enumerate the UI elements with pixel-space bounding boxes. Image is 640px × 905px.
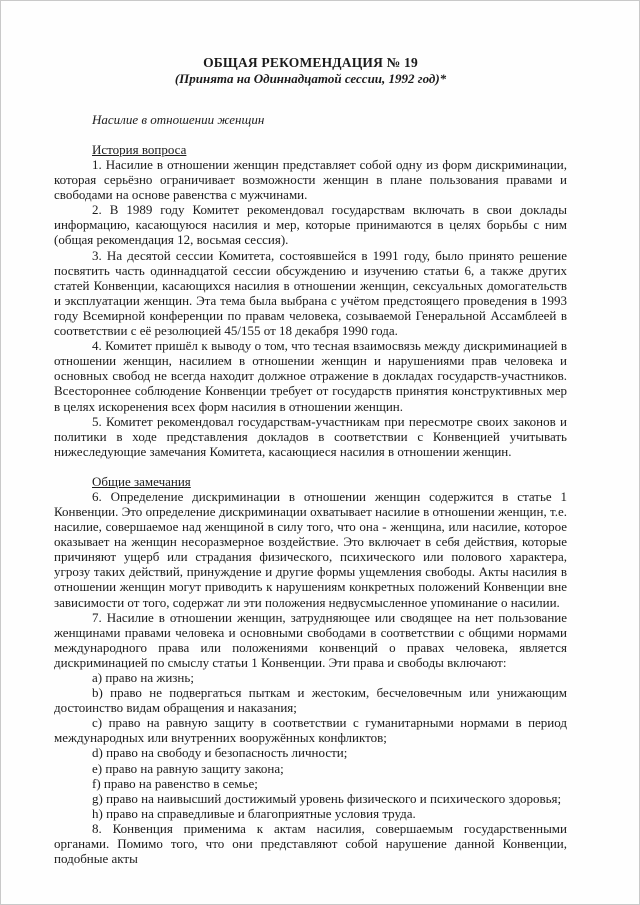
- list-item-c: c) право на равную защиту в соответствии с гуманитарными нормами в период международных или внутренних вооружённых конфликтов;: [54, 715, 567, 746]
- document-topic: Насилие в отношении женщин: [92, 112, 265, 127]
- section-general-comments: [54, 474, 567, 866]
- document-subtitle: (Принята на Одиннадцатой сессии, 1992 год)*: [174, 71, 447, 86]
- list-item-a: a) право на жизнь;: [92, 670, 194, 685]
- list-item-f: f) право на равенство в семье;: [92, 775, 258, 791]
- section-background: [54, 142, 567, 459]
- paragraph-6: 6. Определение дискриминации в отношении женщин содержится в статье 1 Конвенции. Это определение дискриминации охватывает насилие в отношении женщин, т.е. насилие, совершаемое над женщиной в силу того, что она - женщина, или насилие, которое оказывает на женщин несоразмерное воздействие. Это включает в себя действия, которые причиняют ущерб или страдания физического, психического или полового характера, угрозу таких действий, принуждение и другие формы ущемления свободы. Акты насилия в отношении женщин могут приводить к нарушениям конкретных положений Конвенции вне зависимости от того, содержат ли эти положения недвусмысленное упоминание о насилии.: [54, 488, 567, 610]
- list-item-d: d) право на свободу и безопасность личности;: [92, 745, 348, 761]
- document-title: ОБЩАЯ РЕКОМЕНДАЦИЯ № 19: [203, 55, 418, 70]
- list-item-g: g) право на наивысший достижимый уровень физического и психического здоровья;: [92, 790, 562, 806]
- paragraph-8: 8. Конвенция применима к актам насилия, совершаемым государственными органами. Помимо того, что они представляют собой нарушение данной Конвенции, подобные акты: [54, 820, 567, 867]
- section-heading-background: История вопроса: [92, 142, 187, 157]
- document-content: [1, 1, 639, 904]
- paragraph-5: 5. Комитет рекомендовал государствам-участникам при пересмотре своих законов и политики в ходе представления докладов в соответствии с Конвенцией учитывать нижеследующие замечания Комитета, касающиеся насилия в отношении женщин.: [54, 413, 567, 459]
- paragraph-1: 1. Насилие в отношении женщин представляет собой одну из форм дискриминации, которая серьёзно ограничивает возможности женщин в плане пользования правами и свободами на основе равенства с мужчинами.: [54, 157, 567, 203]
- section-heading-general-comments: Общие замечания: [92, 473, 191, 489]
- paragraph-7: 7. Насилие в отношении женщин, затрудняющее или сводящее на нет пользование женщинами правами человека и основными свободами в соответствии с общими нормами международного права или положениями конвенций о правах человека, является дискриминацией по смыслу статьи 1 Конвенции. Эти права и свободы включают:: [54, 609, 567, 670]
- paragraph-2: 2. В 1989 году Комитет рекомендовал государствам включать в свои доклады информацию, касающуюся насилия и мер, которые принимаются в целях борьбы с ним (общая рекомендация 12, восьмая сессия).: [54, 202, 567, 248]
- paragraph-3: 3. На десятой сессии Комитета, состоявшейся в 1991 году, было принято решение посвятить часть одиннадцатой сессии обсуждению и изучению статьи 6, а также других статей Конвенции, касающихся насилия в отношении женщин, сексуальных домогательств и эксплуатации женщин. Эта тема была выбрана с учётом предстоящего проведения в 1993 году Всемирной конференции по правам человека, созываемой Генеральной Ассамблеей в соответствии с её резолюцией 45/155 от 18 декабря 1990 года.: [54, 247, 567, 339]
- list-item-b: b) право не подвергаться пыткам и жестоким, бесчеловечным или унижающим достоинство видам обращения и наказания;: [54, 685, 567, 716]
- paragraph-4: 4. Комитет пришёл к выводу о том, что тесная взаимосвязь между дискриминацией в отношении женщин, насилием в отношении женщин и нарушениями прав человека и основных свобод не всегда находит должное отражение в докладах государств-участников. Всестороннее соблюдение Конвенции требует от государств принятия конструктивных мер в целях искоренения всех форм насилия в отношении женщин.: [54, 338, 567, 414]
- list-item-h: h) право на справедливые и благоприятные условия труда.: [92, 805, 416, 821]
- list-item-e: e) право на равную защиту закона;: [92, 760, 284, 776]
